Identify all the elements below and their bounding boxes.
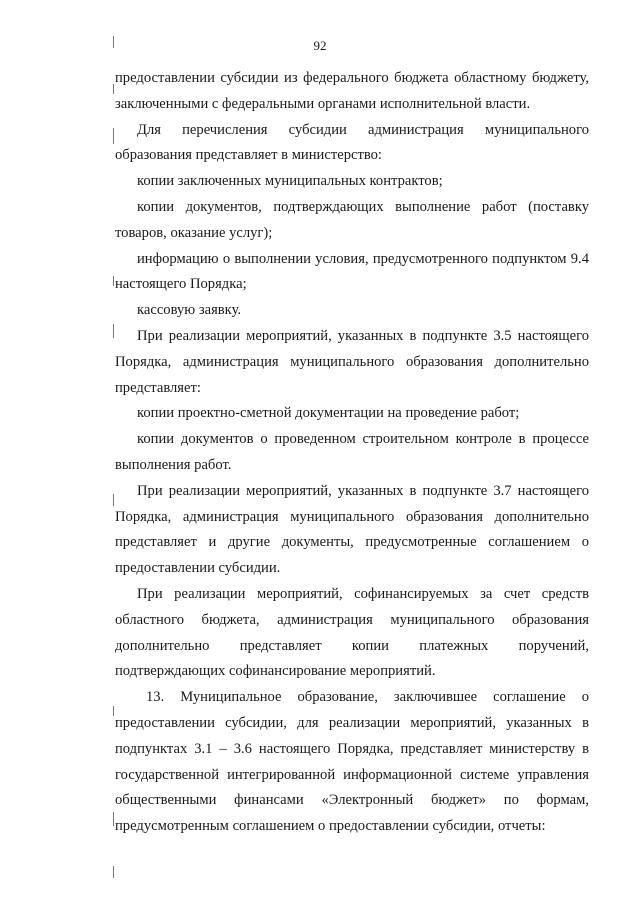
document-body — [115, 66, 589, 840]
paragraph: Для перечисления субсидии администрация муниципального образования представляет в министерство: — [115, 121, 589, 164]
paragraph: предоставлении субсидии из федерального бюджета областному бюджету, заключенными с федеральными органами исполнительной власти. — [115, 70, 589, 112]
page-number: 92 — [313, 38, 327, 53]
list-item: копии документов, подтверждающих выполнение работ (поставку товаров, оказание услуг); — [115, 198, 589, 241]
list-item: копии проектно-сметной документации на проведение работ; — [137, 405, 520, 422]
paragraph: При реализации мероприятий, указанных в подпункте 3.5 настоящего Порядка, администрация муниципального образования дополнительно представляет: — [115, 327, 589, 396]
list-item: копии документов о проведенном строительном контроле в процессе выполнения работ. — [115, 431, 589, 473]
list-item: копии заключенных муниципальных контрактов; — [137, 173, 443, 190]
paragraph: При реализации мероприятий, софинансируемых за счет средств областного бюджета, администрация муниципального образования дополнительно представляет копии платежных поручений, подтверждающих софинансирование мероприятий. — [115, 585, 589, 680]
paragraph: При реализации мероприятий, указанных в подпункте 3.7 настоящего Порядка, администрация муниципального образования дополнительно представляет и другие документы, предусмотренные соглашением о предоставлении субсидии. — [115, 482, 589, 577]
numbered-paragraph: 13. Муниципальное образование, заключившее соглашение о предоставлении субсидии, для реализации мероприятий, указанных в подпунктах 3.1 – 3.6 настоящего Порядка, представляет министерству в государственной интегрированной информационной системе управления общественными финансами «Электронный бюджет» по формам, предусмотренным соглашением о предоставлении субсидии, отчеты: — [115, 689, 589, 835]
list-item: информацию о выполнении условия, предусмотренного подпунктом 9.4 настоящего Порядка; — [115, 250, 589, 293]
list-item: кассовую заявку. — [137, 302, 242, 319]
